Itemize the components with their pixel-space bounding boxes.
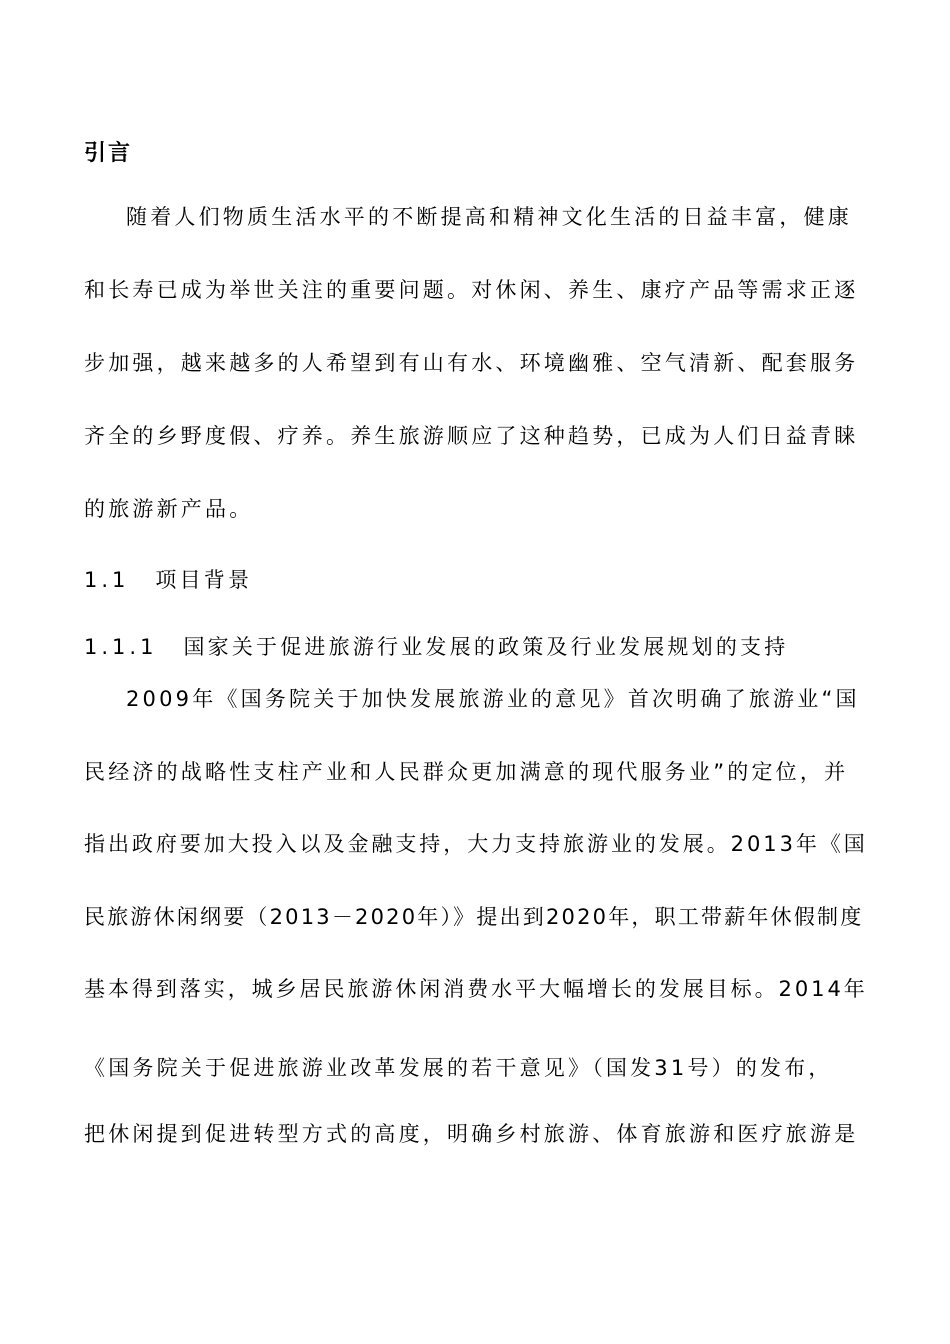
section-title: 国家关于促进旅游行业发展的政策及行业发展规划的支持 [183,635,789,659]
section-heading-1-1-1 [84,633,788,661]
heading-intro: 引言 [84,141,133,166]
body-line-5: 基本得到落实，城乡居民旅游休闲消费水平大幅增长的发展目标。2014年 [84,977,868,1001]
intro-line-3: 步加强，越来越多的人希望到有山有水、环境幽雅、空气清新、配套服务 [84,351,859,375]
body-line-4: 民旅游休闲纲要（2013－2020年）》提出到2020年，职工带薪年休假制度 [84,905,864,929]
section-number: 1.1.1 [84,635,158,659]
body-line-7: 把休闲提到促进转型方式的高度，明确乡村旅游、体育旅游和医疗旅游是 [84,1122,859,1146]
intro-line-2: 和长寿已成为举世关注的重要问题。对休闲、养生、康疗产品等需求正逐 [84,278,859,302]
intro-line-4: 齐全的乡野度假、疗养。养生旅游顺应了这种趋势，已成为人们日益青睐 [84,424,859,448]
intro-line-5: 的旅游新产品。 [84,497,254,521]
body-line-6: 《国务院关于促进旅游业改革发展的若干意见》（国发31号）的发布， [84,1056,833,1080]
section-heading-1-1 [84,566,252,594]
body-line-2: 民经济的战略性支柱产业和人民群众更加满意的现代服务业”的定位，并 [84,760,849,784]
body-line-3: 指出政府要加大投入以及金融支持，大力支持旅游业的发展。2013年《国 [84,832,868,856]
body-line-1: 2009年《国务院关于加快发展旅游业的意见》首次明确了旅游业“国 [126,687,860,711]
section-number: 1.1 [84,568,130,592]
intro-line-1: 随着人们物质生活水平的不断提高和精神文化生活的日益丰富，健康 [126,205,852,229]
section-title: 项目背景 [155,568,253,592]
